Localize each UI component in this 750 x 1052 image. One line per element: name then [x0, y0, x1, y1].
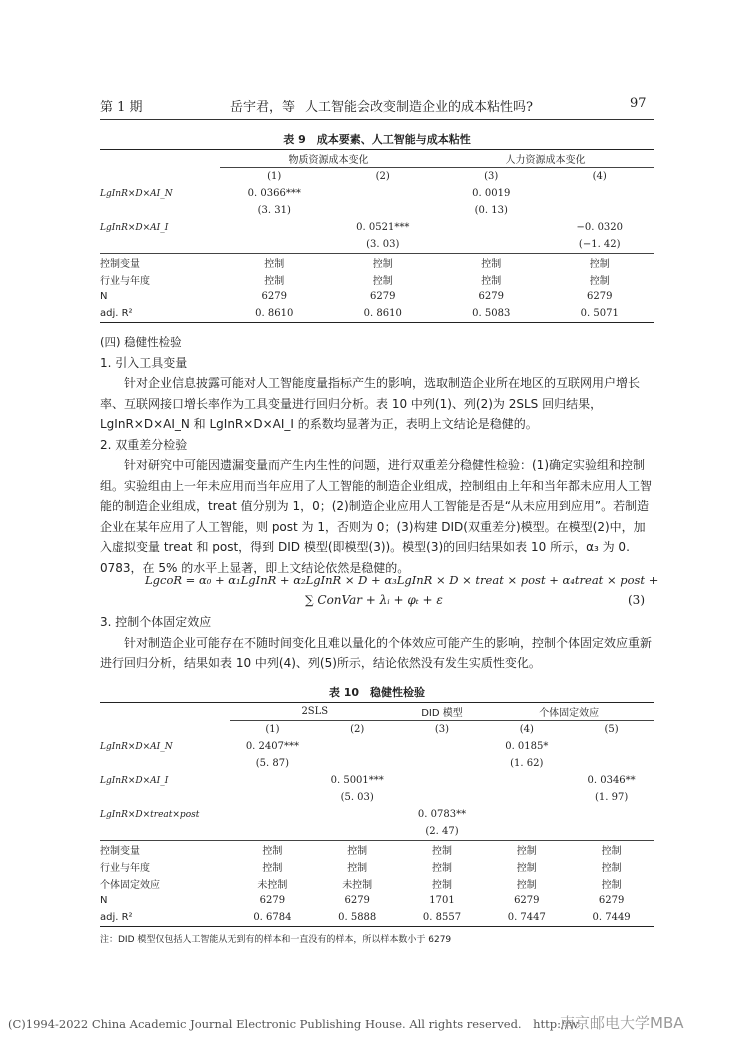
page-number: 97	[630, 96, 647, 111]
copyright-footer: (C)1994-2022 China Academic Journal Electronic Publishing House. All rights reserved. http://w	[8, 1017, 579, 1031]
table-cell: 0. 8610	[255, 308, 294, 319]
row-label	[100, 236, 220, 254]
table-cell	[315, 738, 400, 755]
table-cell: (0. 13)	[474, 205, 508, 216]
table-row	[100, 254, 654, 272]
table-cell: 控制	[481, 259, 502, 270]
table9-col-header: (4)	[592, 171, 607, 182]
table10-col-header: (2)	[350, 724, 365, 735]
table-cell: 控制	[431, 880, 452, 891]
row-label: 控制变量	[100, 259, 140, 270]
table10-note: 注：DID 模型仅包括人工智能从无到有的样本和一直没有的样本，所以样本数小于 6279	[100, 935, 452, 945]
table-cell: 0. 6784	[253, 912, 292, 923]
table-cell: (2. 47)	[425, 826, 459, 837]
row-label: N	[100, 895, 108, 906]
table-cell	[400, 789, 485, 806]
table-cell: 控制	[589, 276, 610, 287]
table10-group-2sls: 2SLS	[230, 703, 400, 721]
running-title: 人工智能会改变制造企业的成本粘性吗?	[305, 100, 533, 115]
row-label	[100, 202, 220, 219]
table-cell	[329, 185, 438, 202]
table9-col-header: (2)	[375, 171, 390, 182]
journal-issue: 第 1 期	[100, 100, 143, 115]
table10-col-header: (1)	[265, 724, 280, 735]
table-cell: 未控制	[257, 880, 288, 891]
table-cell: 6279	[587, 291, 613, 302]
table-cell: 控制	[516, 863, 537, 874]
table-cell	[546, 202, 655, 219]
paragraph: 针对企业信息披露可能对人工智能度量指标产生的影响，选取制造企业所在地区的互联网用户增长率、互联网接口增长率作为工具变量进行回归分析。表 10 中列(1)、列(2)为 2SLS 回归结果，LgInR×D×AI_N 和 LgInR×D×AI_I 的系数均显著为正，表明上文结论是稳健的。	[100, 376, 641, 431]
table-cell	[546, 185, 655, 202]
equation-line-1: LgcoR = α₀ + α₁LgInR + α₂LgInR × D + α₃LgInR × D × treat × post + α₄treat × post +	[145, 573, 659, 587]
table10-col-header: (3)	[434, 724, 450, 735]
table-cell: 0. 7449	[592, 912, 631, 923]
table-row	[100, 271, 654, 288]
table10-caption: 表 10 稳健性检验	[328, 686, 426, 699]
table-cell: (5. 87)	[255, 758, 290, 769]
table-cell: (1. 62)	[510, 758, 544, 769]
row-label	[100, 755, 230, 772]
table-cell	[230, 772, 315, 789]
header-rule	[100, 119, 654, 120]
table9-group-human: 人力资源成本变化	[437, 150, 654, 168]
row-label: LgInR×D×AI_I	[100, 222, 169, 233]
row-label: 个体固定效应	[100, 880, 160, 891]
table-cell: (3. 31)	[257, 205, 291, 216]
table-row	[100, 185, 654, 202]
table-cell: 6279	[344, 895, 370, 906]
table-row	[100, 202, 654, 219]
equation-number: (3)	[628, 593, 645, 607]
paragraph: 针对研究中可能因遗漏变量而产生内生性的问题，进行双重差分稳健性检验：(1)确定实验组和控制组。实验组由上一年未应用而当年应用了人工智能的制造企业组成，控制组由上年和当年都未应用人工智能的制造企业组成，treat 值分别为 1，0；(2)制造企业应用人工智能是否是“从未应用到应用”。若制造企业在某年应用了人工智能，则 post 为 1，否则为 0；(3)构建 DID(双重差分)模型。在模型(2)中，加入虚拟变量 treat 和 post，得到 DID 模型(即模型(3))。模型(3)的回归结果如表 10 所示，α₃ 为 0. 0783，在 5% 的水平上显著，即上文结论依然是稳健的。	[100, 458, 653, 575]
row-label: N	[100, 291, 108, 302]
table-cell: (3. 03)	[366, 239, 400, 250]
row-label: LgInR×D×treat×post	[100, 809, 200, 820]
table-cell: 0. 0366***	[247, 188, 301, 199]
table-cell: 0. 5083	[472, 308, 511, 319]
table-row	[100, 305, 654, 323]
table-row	[100, 755, 654, 772]
table-cell: 0. 5071	[580, 308, 619, 319]
table-cell	[437, 236, 546, 254]
table-row	[100, 875, 654, 892]
row-label: 行业与年度	[100, 863, 150, 874]
table-row	[100, 823, 654, 841]
table-cell	[400, 755, 485, 772]
table-cell: 控制	[431, 846, 452, 857]
table-row	[100, 219, 654, 236]
table-cell: 控制	[431, 863, 452, 874]
table10-col-header: (5)	[604, 724, 619, 735]
table-cell	[220, 236, 329, 254]
row-label: adj. R²	[100, 912, 133, 923]
table-cell	[315, 755, 400, 772]
table-cell	[569, 823, 654, 841]
table-cell: 6279	[370, 291, 396, 302]
table-cell: 0. 0346**	[587, 775, 636, 786]
table9-group-material: 物质资源成本变化	[220, 150, 437, 168]
table9-col-header: (3)	[484, 171, 499, 182]
table-cell: 0. 0783**	[417, 809, 467, 820]
table-cell: 控制	[516, 880, 537, 891]
table-cell	[484, 806, 569, 823]
subsection-heading: 1. 引入工具变量	[100, 355, 188, 370]
table-cell: 0. 7447	[507, 912, 546, 923]
table-cell: 6279	[598, 895, 625, 906]
table-row	[100, 772, 654, 789]
table-cell	[484, 823, 569, 841]
table-row	[100, 789, 654, 806]
table-cell	[230, 806, 315, 823]
row-label: LgInR×D×AI_I	[100, 775, 169, 786]
table-cell: 控制	[372, 276, 393, 287]
row-label: adj. R²	[100, 308, 133, 319]
table10	[100, 702, 654, 927]
table10-group-fe: 个体固定效应	[484, 703, 654, 721]
table-cell: 0. 5888	[338, 912, 377, 923]
table9	[100, 149, 654, 323]
table-cell: 0. 0521***	[356, 222, 410, 233]
row-label	[100, 823, 230, 841]
row-label: 控制变量	[100, 846, 140, 857]
table-cell: 0. 5001***	[330, 775, 384, 786]
paragraph: 针对制造企业可能存在不随时间变化且难以量化的个体效应可能产生的影响，控制个体固定效应重新进行回归分析，结果如表 10 中列(4)、列(5)所示，结论依然没有发生实质性变化。	[100, 635, 653, 670]
table10-col-header: (4)	[519, 724, 534, 735]
table-cell: 控制	[264, 276, 285, 287]
subsection-heading: 3. 控制个体固定效应	[100, 615, 212, 629]
table-cell: (−1. 42)	[578, 239, 621, 250]
table-cell: 6279	[514, 895, 540, 906]
table-cell: 未控制	[342, 880, 373, 891]
watermark-text: 南京邮电大学MBA	[560, 1014, 684, 1032]
table-cell	[400, 738, 485, 755]
table-cell: (5. 03)	[340, 792, 374, 803]
table-row	[100, 806, 654, 823]
table-row	[100, 892, 654, 909]
table-row	[100, 236, 654, 254]
table-cell: 控制	[601, 846, 622, 857]
table-row	[100, 858, 654, 875]
table-cell: −0. 0320	[576, 222, 624, 233]
table-row	[100, 841, 654, 859]
table-cell: 控制	[262, 846, 283, 857]
table-cell: 6279	[261, 291, 287, 302]
table-cell: 控制	[347, 863, 368, 874]
table-cell	[569, 806, 654, 823]
table-cell	[437, 219, 546, 236]
table-row	[100, 738, 654, 755]
table-cell: 控制	[601, 880, 622, 891]
table-cell: 控制	[372, 259, 393, 270]
table-cell: 控制	[516, 846, 537, 857]
table9-caption: 表 9 成本要素、人工智能与成本粘性	[283, 133, 471, 146]
row-label: 行业与年度	[100, 276, 150, 287]
table-cell	[315, 823, 400, 841]
table-cell	[400, 772, 485, 789]
table-cell: 1701	[429, 895, 455, 906]
table-cell: 控制	[481, 276, 502, 287]
table-cell	[484, 772, 569, 789]
row-label: LgInR×D×AI_N	[100, 741, 173, 752]
table-cell	[230, 823, 315, 841]
table-row	[100, 909, 654, 927]
table-row	[100, 288, 654, 305]
table-cell	[220, 219, 329, 236]
table-cell: 6279	[478, 291, 504, 302]
table-cell	[569, 738, 654, 755]
table-cell: 0. 0185*	[505, 741, 549, 752]
table-cell: 0. 8610	[363, 308, 402, 319]
table10-group-did: DID 模型	[400, 703, 485, 721]
equation-line-2: ∑ ConVar + λᵢ + φₜ + ε	[305, 593, 443, 607]
table-cell	[484, 789, 569, 806]
table-cell: 0. 8557	[422, 912, 462, 923]
body-text-2	[100, 612, 654, 674]
table9-col-header: (1)	[267, 171, 282, 182]
section-heading: (四) 稳健性检验	[100, 335, 182, 349]
table-cell: (1. 97)	[594, 792, 629, 803]
table-cell: 控制	[601, 863, 622, 874]
row-label	[100, 789, 230, 806]
table-cell: 6279	[259, 895, 286, 906]
table-cell: 0. 0019	[472, 188, 511, 199]
table-cell: 0. 2407***	[245, 741, 299, 752]
row-label: LgInR×D×AI_N	[100, 188, 173, 199]
table-cell	[230, 789, 315, 806]
table-cell: 控制	[347, 846, 368, 857]
table-cell	[329, 202, 438, 219]
subsection-heading: 2. 双重差分检验	[100, 437, 188, 452]
table-cell	[569, 755, 654, 772]
table-cell: 控制	[264, 259, 285, 270]
running-authors: 岳宇君，等	[230, 100, 296, 115]
body-text	[100, 332, 654, 578]
table-cell: 控制	[589, 259, 610, 270]
table-cell	[315, 806, 400, 823]
table-cell: 控制	[262, 863, 283, 874]
